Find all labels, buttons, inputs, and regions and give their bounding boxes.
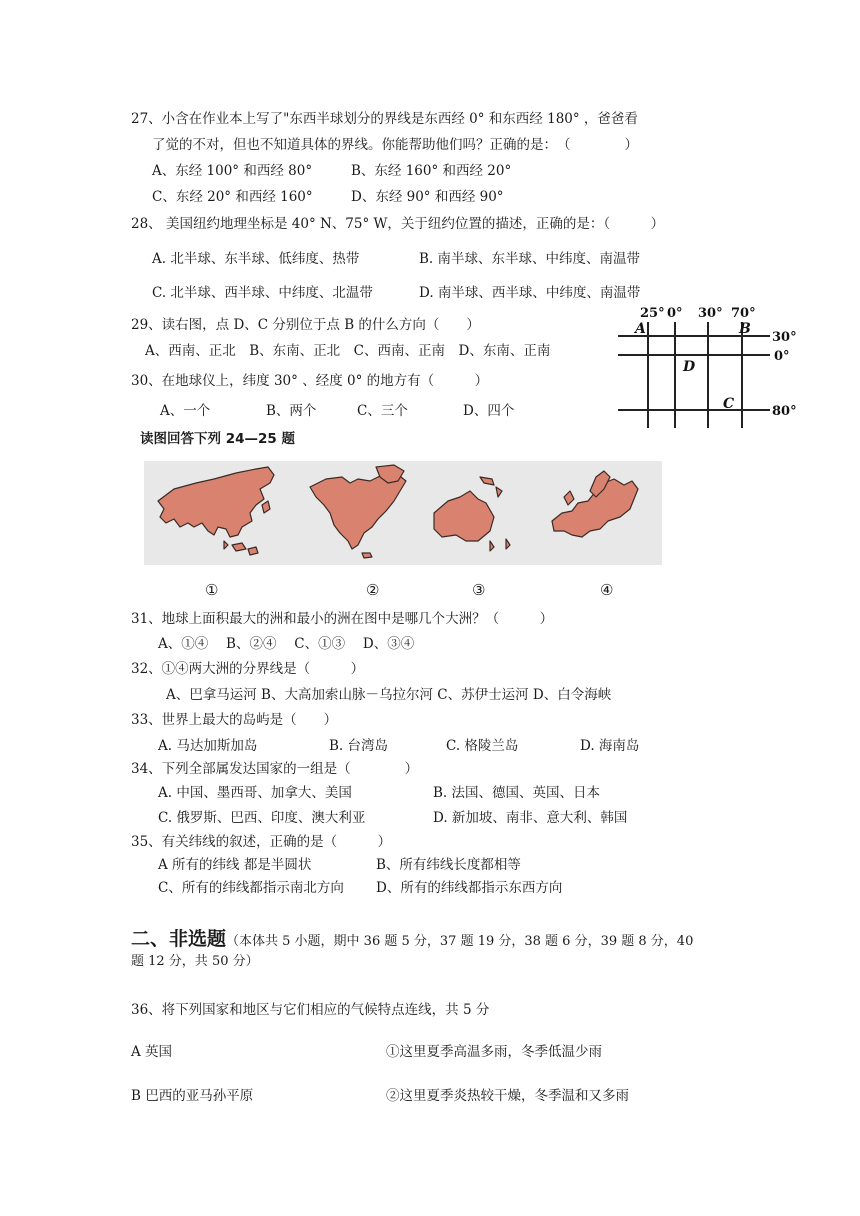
q34-stem: 34、下列全部属发达国家的一组是（ ） — [131, 761, 419, 777]
q34-option-c: C. 俄罗斯、巴西、印度、澳大利亚 — [158, 810, 366, 826]
q32-stem: 32、①④两大洲的分界线是（ ） — [131, 661, 365, 677]
q28-option-d: D. 南半球、西半球、中纬度、南温带 — [419, 285, 641, 301]
q30-option-a: A、一个 — [160, 403, 211, 419]
japan-island — [262, 501, 270, 513]
q36-stem: 36、将下列国家和地区与它们相应的气候特点连线，共 5 分 — [131, 1002, 490, 1018]
q28-stem: 28、 美国纽约地理坐标是 40° N、75° W，关于纽约位置的描述，正确的是：（ ） — [131, 216, 665, 232]
q27-option-b: B、东经 160° 和西经 20° — [351, 163, 512, 179]
q28-option-c: C. 北半球、西半球、中纬度、北温带 — [152, 285, 373, 301]
q36-left-item-b: B 巴西的亚马孙平原 — [131, 1088, 254, 1104]
section-2-title: 二、非选题 — [131, 928, 227, 950]
point-c-label: C — [723, 396, 735, 412]
q32-options: A、巴拿马运河 B、大高加索山脉－乌拉尔河 C、苏伊士运河 D、白令海峡 — [166, 687, 612, 703]
asia-map — [158, 467, 274, 537]
lon-label-25: 25° — [640, 306, 665, 321]
lat-label-80: 80° — [772, 404, 797, 419]
lat-label-0: 0° — [774, 349, 790, 364]
britain-island — [564, 491, 574, 505]
q36-left-item-a: A 英国 — [131, 1044, 173, 1060]
lat-lon-grid-figure — [618, 304, 808, 432]
q29-stem: 29、读右图，点 D、C 分别位于点 B 的什么方向（ ） — [131, 317, 480, 333]
q36-right-item-2: ②这里夏季炎热较干燥，冬季温和又多雨 — [386, 1088, 629, 1104]
caribbean-islands — [362, 553, 372, 558]
q35-stem: 35、有关纬线的叙述，正确的是（ ） — [131, 834, 392, 850]
q30-stem: 30、在地球仪上，纬度 30° 、经度 0° 的地方有（ ） — [131, 373, 489, 389]
point-b-label: B — [739, 321, 751, 337]
sea-islands — [224, 541, 258, 555]
lon-label-30: 30° — [698, 306, 723, 321]
map-label-2: ② — [366, 581, 380, 599]
q35-option-a: A 所有的纬线 都是半圆状 — [158, 857, 312, 873]
q27-option-a: A、东经 100° 和西经 80° — [152, 163, 313, 179]
q27-stem-line1: 27、小含在作业本上写了"东西半球划分的界线是东西经 0° 和东西经 180° ，爸爸看 — [131, 111, 638, 127]
q35-option-b: B、所有纬线长度都相等 — [376, 857, 521, 873]
map-label-4: ④ — [600, 581, 614, 599]
q28-option-a: A. 北半球、东半球、低纬度、热带 — [152, 251, 360, 267]
q36-right-item-1: ①这里夏季高温多雨，冬季低温少雨 — [386, 1044, 602, 1060]
q33-option-d: D. 海南岛 — [580, 738, 640, 754]
q33-option-b: B. 台湾岛 — [329, 738, 389, 754]
point-d-label: D — [683, 359, 696, 375]
q27-option-c: C、东经 20° 和西经 160° — [152, 189, 313, 205]
australia-map — [434, 491, 494, 541]
q27-option-d: D、东经 90° 和西经 90° — [351, 189, 504, 205]
q28-option-b: B. 南半球、东半球、中纬度、南温带 — [419, 251, 641, 267]
q30-option-c: C、三个 — [357, 403, 408, 419]
map-label-1: ① — [205, 581, 219, 599]
north-america-map — [310, 473, 406, 549]
q34-option-a: A. 中国、墨西哥、加拿大、美国 — [158, 785, 352, 801]
map-label-3: ③ — [472, 581, 486, 599]
q35-option-c: C、所有的纬线都指示南北方向 — [158, 880, 344, 896]
q30-option-b: B、两个 — [266, 403, 317, 419]
q31-stem: 31、地球上面积最大的洲和最小的洲在图中是哪几个大洲？（ ） — [131, 611, 554, 627]
section-2-note-line1: （本体共 5 小题，期中 36 题 5 分，37 题 19 分，38 题 6 分，39 题 8 分，40 — [226, 934, 694, 949]
q34-option-d: D. 新加坡、南非、意大利、韩国 — [433, 810, 628, 826]
q30-option-d: D、四个 — [463, 403, 515, 419]
point-a-label: A — [635, 321, 646, 337]
q33-stem: 33、世界上最大的岛屿是（ ） — [131, 712, 338, 728]
q33-option-a: A. 马达加斯加岛 — [158, 738, 258, 754]
map-section-heading: 读图回答下列 24—25 题 — [140, 431, 295, 447]
q34-option-b: B. 法国、德国、英国、日本 — [433, 785, 601, 801]
q31-options: A、①④ B、②④ C、①③ D、③④ — [158, 636, 415, 652]
q35-option-d: D、所有的纬线都指示东西方向 — [376, 880, 563, 896]
lon-label-70: 70° — [731, 306, 756, 321]
continents-map-strip — [144, 461, 662, 565]
q33-option-c: C. 格陵兰岛 — [446, 738, 519, 754]
lon-label-0: 0° — [667, 306, 683, 321]
lat-label-30: 30° — [772, 330, 797, 345]
section-2-heading — [131, 927, 693, 954]
section-2-note-line2: 题 12 分，共 50 分） — [131, 954, 259, 969]
q29-options: A、西南、正北 B、东南、正北 C、西南、正南 D、东南、正南 — [145, 343, 551, 359]
q27-stem-line2: 了觉的不对，但也不知道具体的界线。你能帮助他们吗？正确的是： （ ） — [152, 137, 638, 153]
